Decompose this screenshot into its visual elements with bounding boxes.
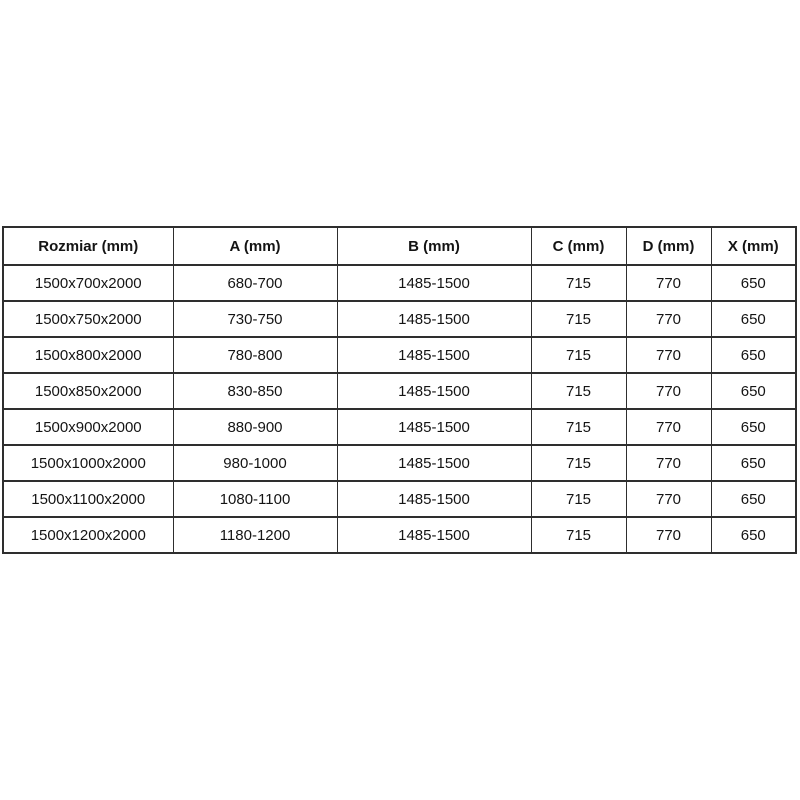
cell-b: 1485-1500 xyxy=(337,517,531,553)
table-row xyxy=(3,517,796,553)
cell-rozmiar: 1500x850x2000 xyxy=(3,373,173,409)
cell-c: 715 xyxy=(531,517,626,553)
cell-b: 1485-1500 xyxy=(337,373,531,409)
cell-a: 830-850 xyxy=(173,373,337,409)
cell-rozmiar: 1500x700x2000 xyxy=(3,265,173,301)
table-row xyxy=(3,373,796,409)
cell-d: 770 xyxy=(626,445,711,481)
cell-a: 730-750 xyxy=(173,301,337,337)
table-row xyxy=(3,445,796,481)
cell-c: 715 xyxy=(531,445,626,481)
header-row xyxy=(3,227,796,265)
cell-rozmiar: 1500x1000x2000 xyxy=(3,445,173,481)
cell-rozmiar: 1500x900x2000 xyxy=(3,409,173,445)
cell-b: 1485-1500 xyxy=(337,445,531,481)
header-cell-a: A (mm) xyxy=(173,227,337,265)
cell-x: 650 xyxy=(711,481,796,517)
cell-a: 680-700 xyxy=(173,265,337,301)
cell-x: 650 xyxy=(711,265,796,301)
cell-x: 650 xyxy=(711,301,796,337)
cell-b: 1485-1500 xyxy=(337,481,531,517)
cell-c: 715 xyxy=(531,337,626,373)
cell-a: 780-800 xyxy=(173,337,337,373)
table-row xyxy=(3,337,796,373)
cell-c: 715 xyxy=(531,265,626,301)
dimensions-table xyxy=(2,226,797,554)
cell-a: 1180-1200 xyxy=(173,517,337,553)
table-row xyxy=(3,301,796,337)
cell-c: 715 xyxy=(531,481,626,517)
header-cell-rozmiar: Rozmiar (mm) xyxy=(3,227,173,265)
cell-a: 880-900 xyxy=(173,409,337,445)
cell-c: 715 xyxy=(531,373,626,409)
header-cell-c: C (mm) xyxy=(531,227,626,265)
table-row xyxy=(3,481,796,517)
cell-a: 980-1000 xyxy=(173,445,337,481)
cell-d: 770 xyxy=(626,517,711,553)
cell-rozmiar: 1500x1200x2000 xyxy=(3,517,173,553)
cell-c: 715 xyxy=(531,301,626,337)
cell-x: 650 xyxy=(711,337,796,373)
cell-d: 770 xyxy=(626,373,711,409)
cell-a: 1080-1100 xyxy=(173,481,337,517)
cell-x: 650 xyxy=(711,409,796,445)
cell-x: 650 xyxy=(711,445,796,481)
cell-d: 770 xyxy=(626,409,711,445)
table-row xyxy=(3,409,796,445)
cell-b: 1485-1500 xyxy=(337,409,531,445)
cell-b: 1485-1500 xyxy=(337,265,531,301)
header-cell-b: B (mm) xyxy=(337,227,531,265)
header-cell-d: D (mm) xyxy=(626,227,711,265)
cell-b: 1485-1500 xyxy=(337,337,531,373)
cell-d: 770 xyxy=(626,301,711,337)
cell-c: 715 xyxy=(531,409,626,445)
cell-rozmiar: 1500x800x2000 xyxy=(3,337,173,373)
cell-x: 650 xyxy=(711,517,796,553)
cell-d: 770 xyxy=(626,265,711,301)
cell-b: 1485-1500 xyxy=(337,301,531,337)
cell-d: 770 xyxy=(626,481,711,517)
table-row xyxy=(3,265,796,301)
cell-d: 770 xyxy=(626,337,711,373)
cell-rozmiar: 1500x750x2000 xyxy=(3,301,173,337)
cell-rozmiar: 1500x1100x2000 xyxy=(3,481,173,517)
cell-x: 650 xyxy=(711,373,796,409)
header-cell-x: X (mm) xyxy=(711,227,796,265)
